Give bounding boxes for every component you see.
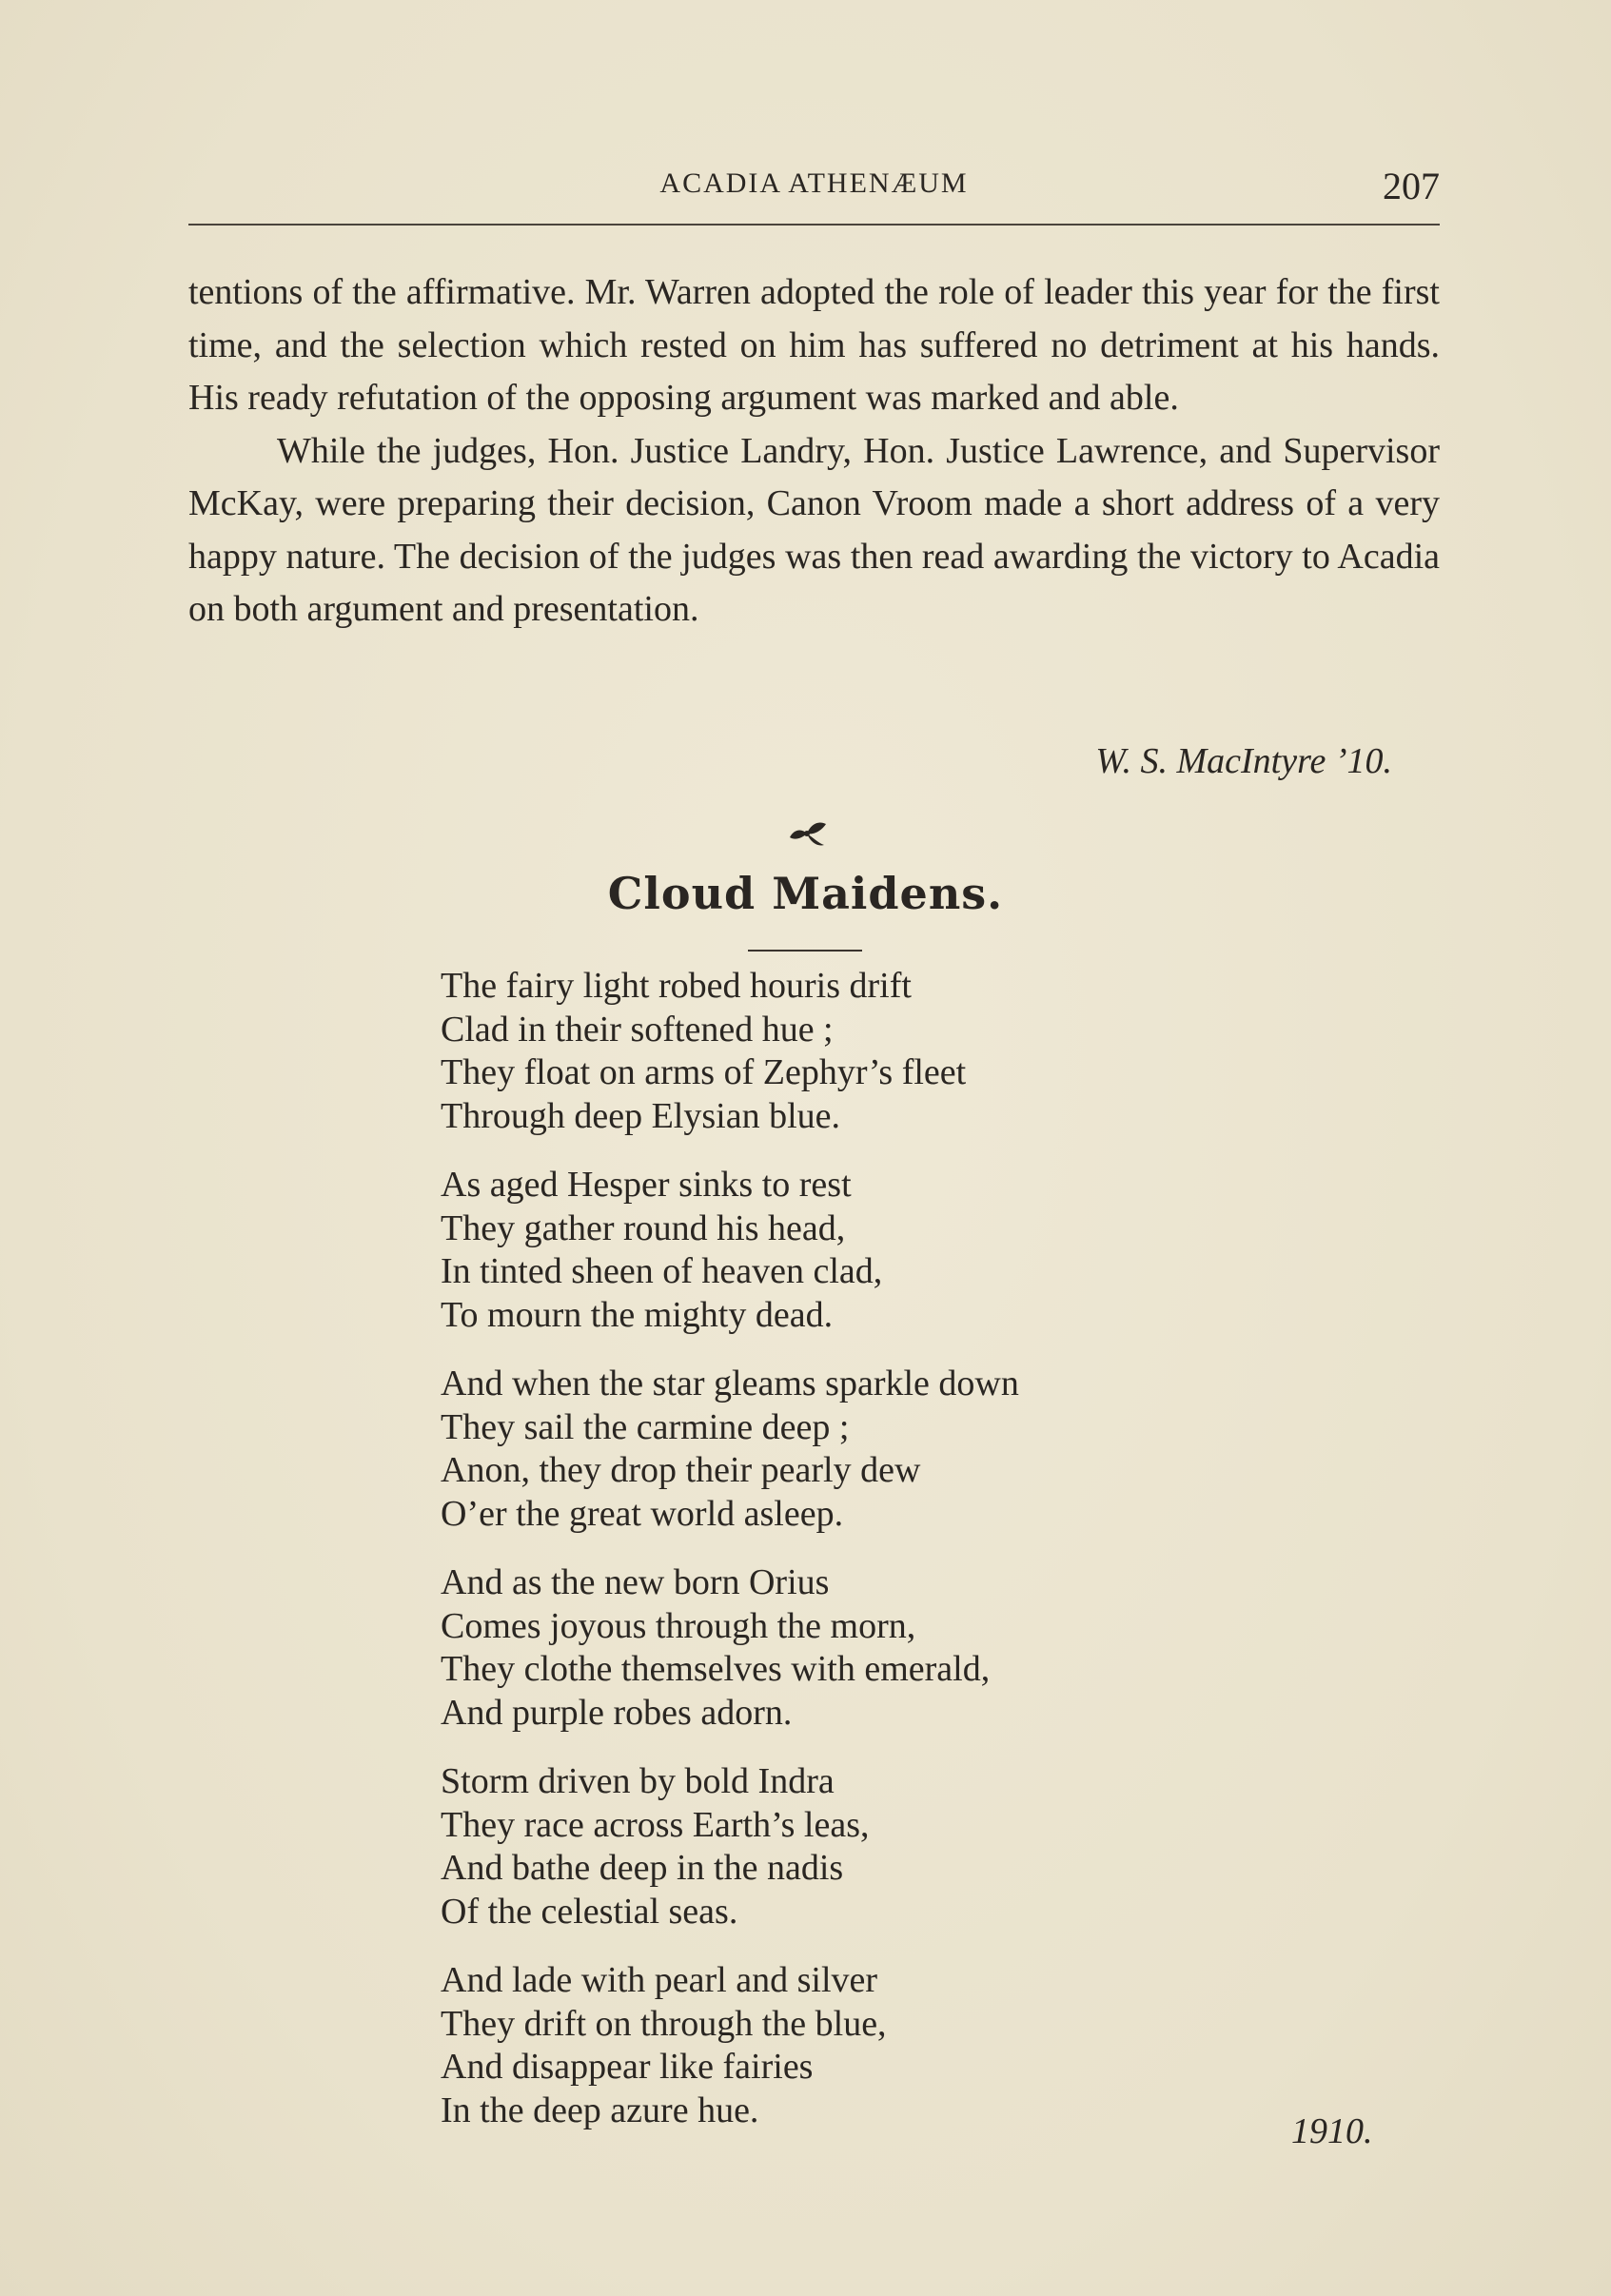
poem-line: They sail the carmine deep ; <box>441 1406 850 1447</box>
page-number: 207 <box>1383 165 1440 207</box>
poem-line: They clothe themselves with emerald, <box>441 1649 991 1689</box>
poem-line: And when the star gleams sparkle down <box>441 1364 1019 1403</box>
paragraph-judges: While the judges, Hon. Justice Landry, Hon. Justice Lawrence, and Supervisor McKay, were preparing their decision, Canon Vroom made a short address of a very happy nature. The decision of the judges was then read awarding the victory to Acadia on both argument and presentation. <box>188 430 1440 629</box>
stanza <box>441 1561 1297 1735</box>
poem-line: Clad in their softened hue ; <box>441 1009 834 1050</box>
poem-line: And lade with pearl and silver <box>441 1960 878 2000</box>
poem-line: Of the celestial seas. <box>441 1891 738 1932</box>
poem-line: They drift on through the blue, <box>441 2003 887 2044</box>
title-rule <box>748 950 862 952</box>
poem-line: They float on arms of Zephyr’s fleet <box>441 1052 967 1092</box>
article-signature: W. S. MacIntyre ’10. <box>1095 741 1392 781</box>
poem-line: And as the new born Orius <box>441 1562 830 1602</box>
poem-line: They gather round his head, <box>441 1207 846 1248</box>
poem-signature: 1910. <box>1291 2111 1373 2151</box>
stanza <box>441 1760 1297 1933</box>
poem-line: Comes joyous through the morn, <box>441 1605 916 1646</box>
fleuron-ornament-icon <box>786 816 830 851</box>
running-head <box>188 164 1440 211</box>
poem-title: Cloud Maidens. <box>607 868 1004 919</box>
poem-line: To mourn the mighty dead. <box>441 1294 834 1335</box>
stanza <box>441 1959 1297 2132</box>
poem-line: Anon, they drop their pearly dew <box>441 1450 921 1490</box>
poem-line: As aged Hesper sinks to rest <box>441 1165 852 1205</box>
article-body <box>188 266 1440 637</box>
poem-line: O’er the great world asleep. <box>441 1493 844 1534</box>
poem-line: They race across Earth’s leas, <box>441 1804 870 1845</box>
paragraph-continuation: tentions of the affirmative. Mr. Warren adopted the role of leader this year for the first time, and the selection which rested on him has suffered no detriment at his hands. His ready refutation of the opposing argument was marked and able. <box>188 272 1440 418</box>
stanza <box>441 1164 1297 1337</box>
poem-line: In tinted sheen of heaven clad, <box>441 1251 883 1291</box>
header-rule <box>188 224 1440 226</box>
poem-line: The fairy light robed houris drift <box>441 966 912 1006</box>
poem-body <box>441 965 1297 2158</box>
stanza <box>441 1363 1297 1536</box>
stanza <box>441 965 1297 1138</box>
poem-line: Through deep Elysian blue. <box>441 1095 841 1136</box>
poem-line: And bathe deep in the nadis <box>441 1848 844 1888</box>
poem-line: In the deep azure hue. <box>441 2090 759 2130</box>
poem-line: Storm driven by bold Indra <box>441 1761 835 1801</box>
poem-line: And disappear like fairies <box>441 2047 814 2087</box>
journal-title: ACADIA ATHENÆUM <box>659 167 969 199</box>
poem-line: And purple robes adorn. <box>441 1692 793 1733</box>
